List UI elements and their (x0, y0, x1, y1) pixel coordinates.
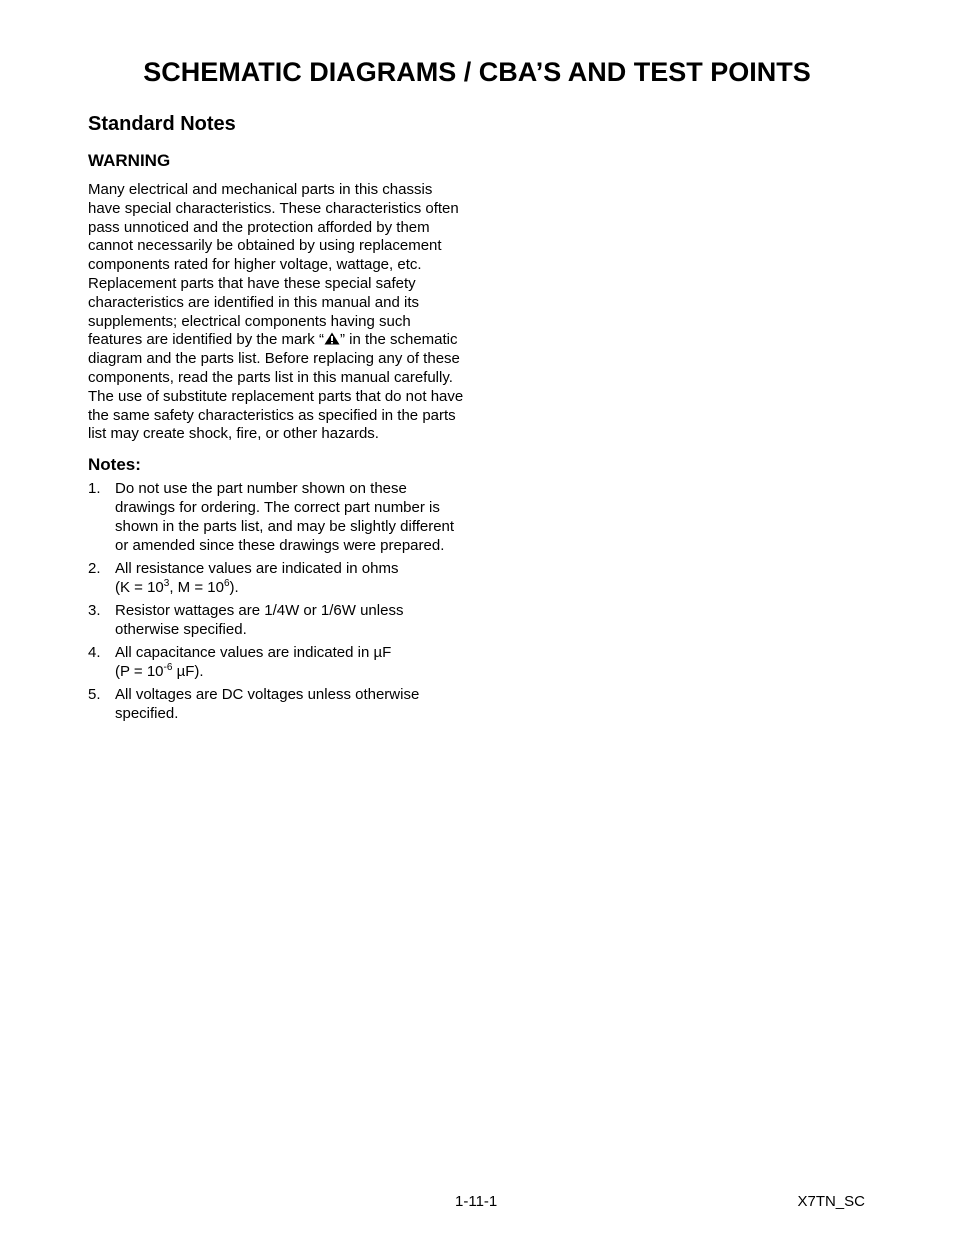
note-item-2 (88, 560, 468, 598)
note-text-line-1: All resistance values are indicated in ohms (115, 559, 399, 577)
warning-heading: WARNING (88, 151, 171, 170)
note-text: Do not use the part number shown on these drawings for ordering. The correct part number is shown in the parts list, and may be slightly different or amended since these drawings were prepared. (115, 480, 455, 554)
note-text-m: , M = 10 (169, 578, 224, 596)
note-item-5 (88, 686, 468, 724)
note-item-1 (88, 480, 468, 555)
warning-text-part-1: Many electrical and mechanical parts in this chassis have special characteristics. These characteristics often pass unnoticed and the protection afforded by them cannot necessarily be obtained by using replacement components rated for higher voltage, wattage, etc. Replacement parts that have these special safety characteristics are identified in this manual and its supplements; electrical components having such features are identified by the mark “ (88, 181, 459, 349)
footer-doc-code: X7TN_SC (797, 1193, 865, 1210)
note-exponent-m: 6 (223, 577, 230, 589)
notes-list (88, 480, 468, 724)
notes-heading: Notes: (88, 455, 141, 475)
note-text-p-suffix: µF). (172, 662, 204, 680)
section-heading: Standard Notes (88, 113, 236, 135)
note-number: 4. (88, 644, 101, 662)
note-number: 2. (88, 559, 101, 577)
note-text: All voltages are DC voltages unless otherwise specified. (115, 686, 420, 722)
note-number: 5. (88, 686, 101, 704)
note-exponent-p: -6 (163, 661, 173, 673)
page-title: SCHEMATIC DIAGRAMS / CBA’S AND TEST POINTS (143, 57, 811, 87)
note-exponent-k: 3 (163, 577, 170, 589)
note-number: 1. (88, 480, 101, 498)
warning-paragraph (88, 181, 468, 444)
note-text-p: (P = 10 (115, 662, 164, 680)
note-text-suffix: ). (229, 578, 239, 596)
note-text-k: (K = 10 (115, 578, 164, 596)
footer-page-number: 1-11-1 (455, 1193, 498, 1210)
warning-text-part-2: ” in the schematic diagram and the parts list. Before replacing any of these components, read the parts list in this manual carefully. The use of substitute replacement parts that do not have the same safety characteristics as specified in the parts list may create shock, fire, or other hazards. (88, 331, 464, 443)
standard-notes-section (88, 111, 468, 728)
note-item-3 (88, 602, 468, 640)
note-text-line-1: All capacitance values are indicated in µF (115, 644, 392, 662)
note-number: 3. (88, 601, 101, 619)
note-item-4 (88, 644, 468, 682)
note-text: Resistor wattages are 1/4W or 1/6W unless otherwise specified. (115, 601, 404, 638)
hazard-warning-triangle-icon (324, 332, 340, 345)
